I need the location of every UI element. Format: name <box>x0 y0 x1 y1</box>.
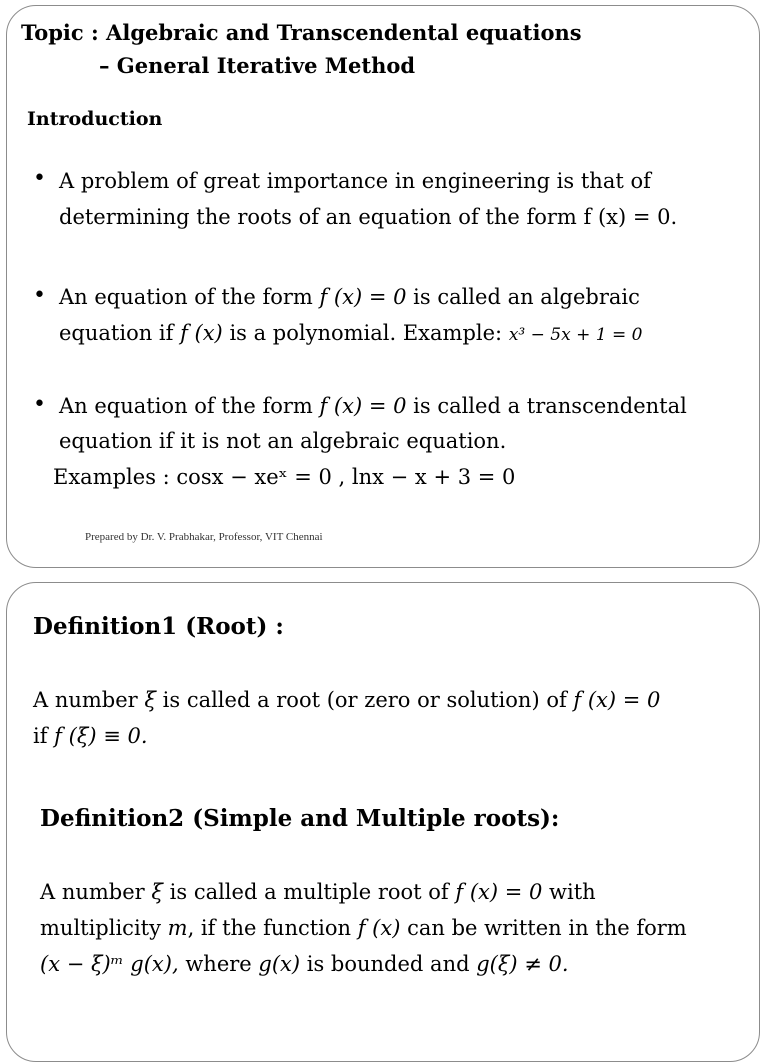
bullet3-line2: equation if it is not an algebraic equation. <box>59 429 507 453</box>
bullet1-line2-math: f (x) = 0. <box>583 205 678 229</box>
definition2-line1 <box>40 875 596 910</box>
def2-line2-tail: can be written in the form <box>400 916 687 940</box>
introduction-heading: Introduction <box>27 108 163 130</box>
definition1-heading: Definition1 (Root) : <box>33 613 284 640</box>
bullet2-line2-tail: is a polynomial. Example: <box>222 321 509 345</box>
topic-title-line1: Topic : Algebraic and Transcendental equations <box>21 20 582 45</box>
bullet2-line2-math: f (x) <box>180 321 223 345</box>
bullet3-examples <box>53 460 515 495</box>
bullet2-line1-text: An equation of the form <box>59 285 320 309</box>
definition2-heading: Definition2 (Simple and Multiple roots): <box>40 805 560 832</box>
bullet-icon: • <box>33 392 46 417</box>
bullet3-line1-math: f (x) = 0 <box>319 394 407 418</box>
def2-line2-mid: , if the function <box>187 916 358 940</box>
def2-line3-math1: (x − ξ)ᵐ g(x), <box>40 952 179 976</box>
bullet3-line1-tail: is called a transcendental <box>406 394 687 418</box>
def1-xi: ξ <box>144 688 156 712</box>
bullet3-line1 <box>59 389 687 424</box>
bullet-icon: • <box>33 166 46 191</box>
def1-math: f (x) = 0 <box>573 688 661 712</box>
def2-mid: is called a multiple root of <box>162 880 456 904</box>
definition2-line2 <box>40 911 687 946</box>
def2-line3-math3: g(ξ) ≠ 0. <box>476 952 569 976</box>
def1-line2-math: f (ξ) ≡ 0. <box>54 724 148 748</box>
bullet2-example: x³ − 5x + 1 = 0 <box>508 325 643 345</box>
def2-line2-text: multiplicity <box>40 916 168 940</box>
definition1-line2 <box>33 719 148 754</box>
slide-topic-introduction <box>6 5 760 568</box>
bullet-icon: • <box>33 283 46 308</box>
def2-tail: with <box>542 880 596 904</box>
def2-line3-text: where <box>178 952 259 976</box>
def2-xi: ξ <box>151 880 163 904</box>
def2-line2-math: f (x) <box>357 916 401 940</box>
bullet2-line2-text: equation if <box>59 321 181 345</box>
def2-m: m <box>167 916 188 940</box>
def2-line3-mid: is bounded and <box>300 952 477 976</box>
bullet1-line1: A problem of great importance in engineering is that of <box>59 169 651 193</box>
bullet2-line1 <box>59 280 640 315</box>
def2-math: f (x) = 0 <box>455 880 543 904</box>
bullet2-line2 <box>59 316 642 353</box>
definition1-line1 <box>33 683 660 718</box>
bullet2-line1-tail: is called an algebraic <box>406 285 640 309</box>
bullet3-examples-label: Examples : <box>53 465 170 489</box>
definition2-line3 <box>40 947 569 982</box>
def2-text: A number <box>40 880 152 904</box>
bullet1-line2-text: determining the roots of an equation of the form <box>59 205 584 229</box>
bullet3-examples-math: cosx − xeˣ = 0 , lnx − x + 3 = 0 <box>176 465 516 489</box>
slide-definitions <box>6 582 760 1062</box>
def1-text: A number <box>33 688 145 712</box>
bullet2-line1-math: f (x) = 0 <box>319 285 407 309</box>
bullet1-line2 <box>59 200 677 235</box>
def2-line3-math2: g(x) <box>258 952 301 976</box>
footer-credit: Prepared by Dr. V. Prabhakar, Professor, VIT Chennai <box>85 531 323 543</box>
topic-title-line2: – General Iterative Method <box>99 53 416 78</box>
def1-line2-text: if <box>33 724 55 748</box>
bullet3-line1-text: An equation of the form <box>59 394 320 418</box>
def1-mid: is called a root (or zero or solution) of <box>155 688 574 712</box>
